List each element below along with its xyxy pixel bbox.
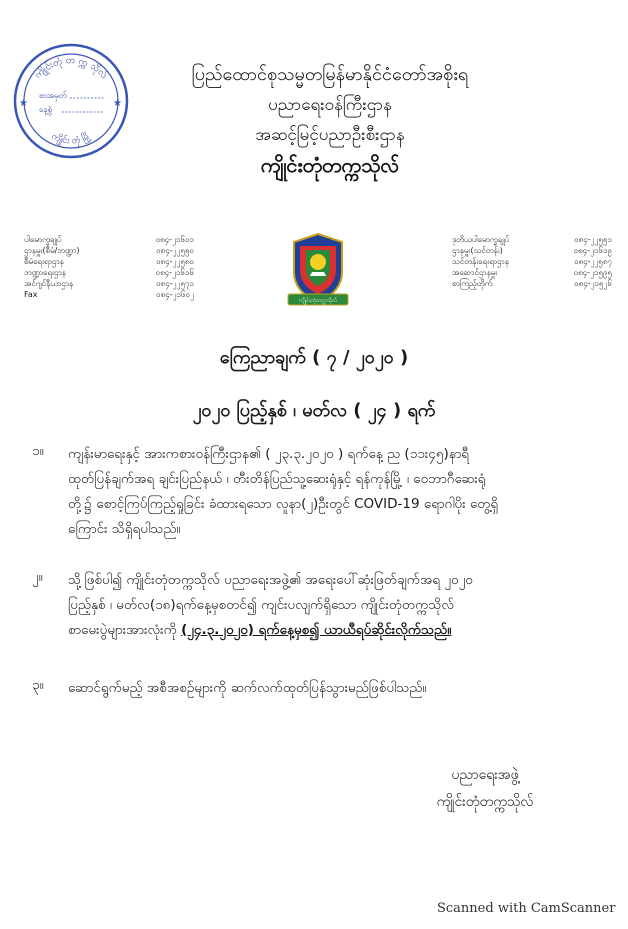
contact-row [452,234,612,245]
seal-star-left-icon: ★ [19,98,28,109]
university-seal-stamp [12,42,130,160]
contact-label: အဆောင်ဌာနမှူး [452,268,498,277]
contact-row [24,278,194,289]
seal-ref-label: စာအမှတ် [39,91,67,100]
contact-row [24,245,194,256]
announcement-date: ၂၀၂၀ ပြည့်နှစ် ၊ မတ်လ ( ၂၄ ) ရက် [192,400,436,421]
seal-top-text: ကျိုင်းတုံ တ က္က သိုလ် [32,54,110,81]
contact-number: ၀၈၄-၂၂၅၈၀ [156,257,194,266]
contact-number: ၀၈၄-၂၁၅၂၆ [574,279,612,288]
contact-row [452,256,612,267]
emblem-banner-text: ကျိုင်းတုံတက္ကသိုလ် [298,298,338,304]
contact-label: ဒုတိယပါမောက္ခချုပ် [452,235,510,244]
contact-number: ၀၈၄-၂၂၅၅၁ [574,235,612,244]
contact-label: အင်ဂျင်နီယာဌာန [24,279,74,288]
paragraph-1 [68,442,566,542]
contact-row [24,234,194,245]
contact-label: ပါမောက္ခချုပ် [24,235,62,244]
seal-bottom-text: ကျိုင်း တုံ မြို့ [49,131,93,147]
contact-row [452,278,612,289]
seal-date-label: နေ့စွဲ [39,105,52,114]
contact-row [24,267,194,278]
contact-label: စာကြည့်တိုက် [452,279,493,288]
paragraph-line: တို့၌ စောင့်ကြပ်ကြည့်ရှုခြင်း ခံထားရသော လူနာ(၂)ဦးတွင် COVID-19 ရောဂါပိုး တွေ့ရှိ [68,496,499,512]
signature-line-1: ပညာရေးအဖွဲ့ [451,767,519,783]
ministry-heading: ပညာရေးဝန်ကြီးဌာန [268,95,392,115]
paragraph-line: ကြောင်း သိရှိရပါသည်။ [68,521,181,537]
contact-number: ၀၈၄-၂၁၆၀၁ [155,235,194,244]
contact-label: ဌာနမှူး(စီမံ/ဘဏ္ဍာ) [24,246,80,255]
paragraph-number: ၂။ [32,569,43,585]
government-heading: ပြည်ထောင်စုသမ္မတမြန်မာနိုင်ငံတော်အစိုးရ [191,64,469,85]
paragraph-line: ကျန်းမာရေးနှင့် အားကစားဝန်ကြီးဌာန၏ ( ၂၃.၃.၂၀၂၀ ) ရက်နေ့ ည (၁၁း၄၅)နာရီ [68,446,470,462]
paragraph-line [68,618,566,643]
university-heading: ကျိုင်းတုံတက္ကသိုလ် [260,153,400,177]
scanner-watermark: Scanned with CamScanner [437,901,616,916]
contact-label: ဘဏ္ဍာရေးဌာန [24,268,66,277]
contact-number: ၀၈၄-၂၁၆၀၂ [156,290,194,299]
signature-line-2: ကျိုင်းတုံတက္ကသိုလ် [436,794,534,810]
paragraph-2 [68,568,566,643]
contact-number: ၀၈၄-၂၂၅၈၇ [574,257,612,266]
contact-number: ၀၈၄-၂၁၅၉၅ [573,268,612,277]
department-heading: အဆင့်မြင့်ပညာဦးစီးဌာန [255,125,405,145]
contact-number: ၀၈၄-၂၂၅၇၁ [156,279,194,288]
university-emblem-logo [284,232,352,308]
contact-row [452,267,612,278]
contact-row [24,289,194,300]
contact-label: သင်တန်းရေးရာဌာန [452,257,509,266]
paragraph-line: ထုတ်ပြန်ချက်အရ ချင်းပြည်နယ် ၊ တီးတိန်ပြည်သူ့ဆေးရုံနှင့် ရန်ကုန်မြို့ ၊ ဝေဘာဂီဆေးရုံ [68,471,486,487]
paragraph-number: ၁။ [32,443,44,459]
contact-row [24,256,194,267]
seal-star-right-icon: ★ [113,98,122,109]
suspension-notice-highlight: (၂၄.၃.၂၀၂၀) ရက်နေ့မှစ၍ ယာယီရပ်ဆိုင်းလိုက်သည်။ [181,622,452,638]
paragraph-3 [68,676,566,701]
contacts-left [24,234,194,300]
signature-block [400,762,570,816]
contact-label: Fax [24,290,38,299]
contact-number: ၀၈၄-၂၂၅၅၀ [156,246,194,255]
paragraph-line: ပြည့်နှစ် ၊ မတ်လ(၁၈)ရက်နေ့မှစတင်၍ ကျင်းပလျက်ရှိသော ကျိုင်းတုံတက္ကသိုလ် [68,597,455,613]
paragraph-number: ၃။ [32,677,44,693]
contact-row [452,245,612,256]
contact-label: စီမံရေးရာဌာန [24,257,64,266]
paragraph-line: ဆောင်ရွက်မည့် အစီအစဉ်များကို ဆက်လက်ထုတ်ပြန်သွားမည်ဖြစ်ပါသည်။ [68,680,427,696]
paragraph-text: စာမေးပွဲများအားလုံးကို [68,622,182,638]
contact-number: ၀၈၄-၂၁၆၁၉ [573,246,612,255]
paragraph-line: သို့ဖြစ်ပါ၍ ကျိုင်းတုံတက္ကသိုလ် ပညာရေးအဖွဲ့၏ အရေးပေါ်ဆုံးဖြတ်ချက်အရ ၂၀၂၀ [68,572,473,588]
contact-number: ၀၈၄-၂၁၆၁၆ [155,268,194,277]
contacts-right [452,234,612,289]
announcement-title: ကြေညာချက် ( ၇ / ၂၀၂၀ ) [219,347,409,368]
contact-label: ဌာနမှူး(သင်တန်း) [452,246,503,255]
